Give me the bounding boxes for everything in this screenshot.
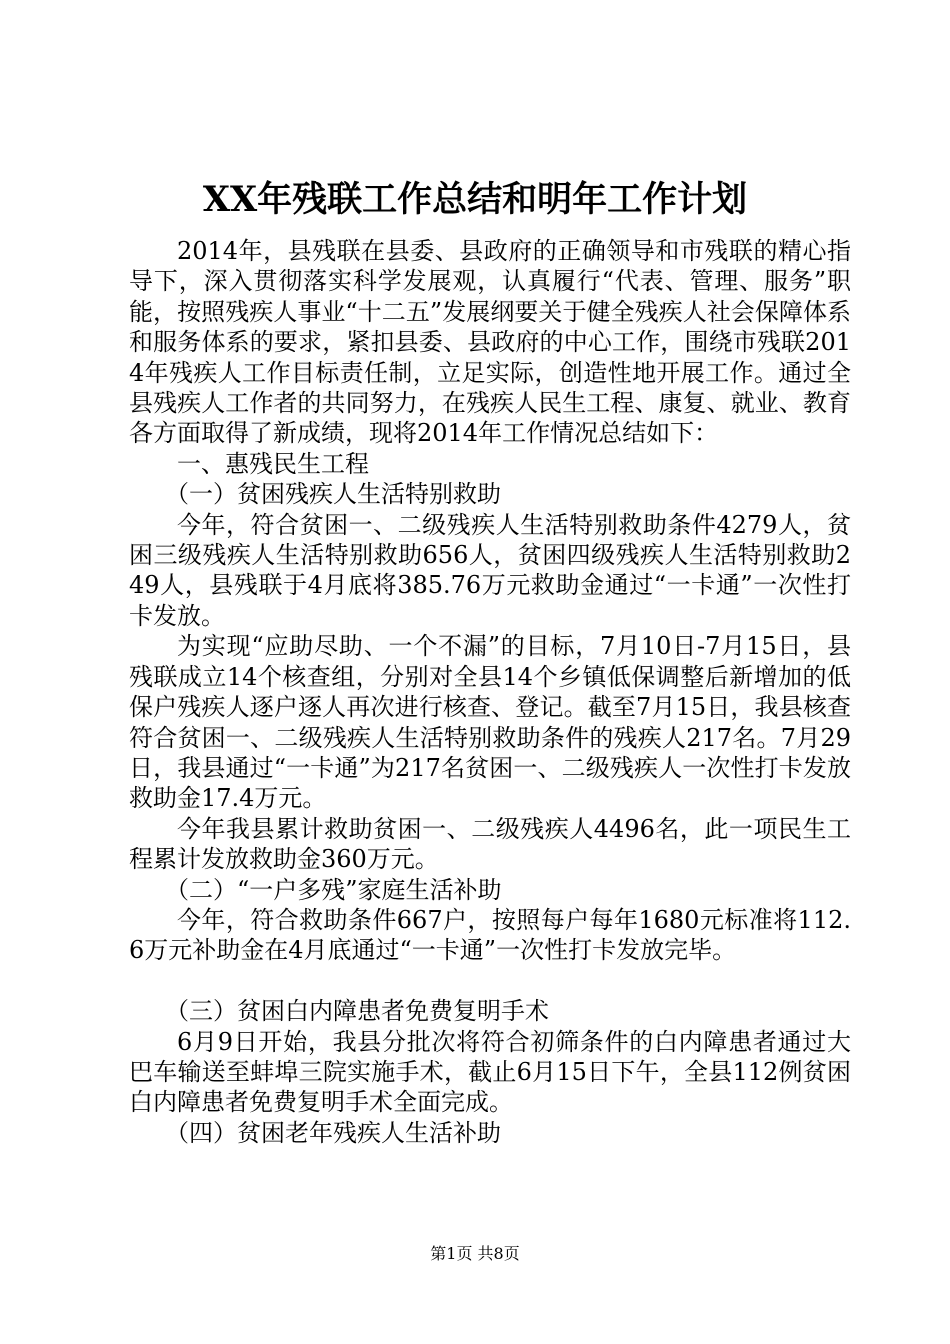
body-paragraph: 今年，符合贫困一、二级残疾人生活特别救助条件4279人，贫困三级残疾人生活特别救助656人，贫困四级残疾人生活特别救助249人，县残联于4月底将385.76万元救助金通过“一卡通”一次性打卡发放。 <box>129 510 851 630</box>
section-heading-1: 一、惠残民生工程 <box>177 449 369 478</box>
blank-line <box>129 966 851 996</box>
page-footer: 第1页 共8页 <box>430 1244 520 1263</box>
body-paragraph: 为实现“应助尽助、一个不漏”的目标，7月10日-7月15日，县残联成立14个核查组，分别对全县14个乡镇低保调整后新增加的低保户残疾人逐户逐人再次进行核查、登记。截至7月15日，我县核查符合贫困一、二级残疾人生活特别救助条件的残疾人217名。7月29日，我县通过“一卡通”为217名贫困一、二级残疾人一次性打卡发放救助金17.4万元。 <box>129 632 851 813</box>
subsection-heading-2: （二）“一户多残”家庭生活补助 <box>165 875 502 904</box>
body-paragraph: 今年我县累计救助贫困一、二级残疾人4496名，此一项民生工程累计发放救助金360万元。 <box>129 814 851 874</box>
subsection-heading-4: （四）贫困老年残疾人生活补助 <box>165 1118 501 1147</box>
body-paragraph: 今年，符合救助条件667户，按照每户每年1680元标准将112.6万元补助金在4月底通过“一卡通”一次性打卡发放完毕。 <box>129 905 851 965</box>
document-title: XX年残联工作总结和明年工作计划 <box>202 179 748 220</box>
subsection-heading-1: （一）贫困残疾人生活特别救助 <box>165 480 501 509</box>
body-paragraph: 6月9日开始，我县分批次将符合初筛条件的白内障患者通过大巴车输送至蚌埠三院实施手术，截止6月15日下午，全县112例贫困白内障患者免费复明手术全面完成。 <box>129 1027 851 1117</box>
intro-paragraph: 2014年，县残联在县委、县政府的正确领导和市残联的精心指导下，深入贯彻落实科学发展观，认真履行“代表、管理、服务”职能，按照残疾人事业“十二五”发展纲要关于健全残疾人社会保障体系和服务体系的要求，紧扣县委、县政府的中心工作，围绕市残联2014年残疾人工作目标责任制，立足实际，创造性地开展工作。通过全县残疾人工作者的共同努力，在残疾人民生工程、康复、就业、教育各方面取得了新成绩，现将2014年工作情况总结如下： <box>129 237 851 448</box>
subsection-heading-3: （三）贫困白内障患者免费复明手术 <box>165 997 549 1026</box>
document-body <box>129 236 851 1148</box>
